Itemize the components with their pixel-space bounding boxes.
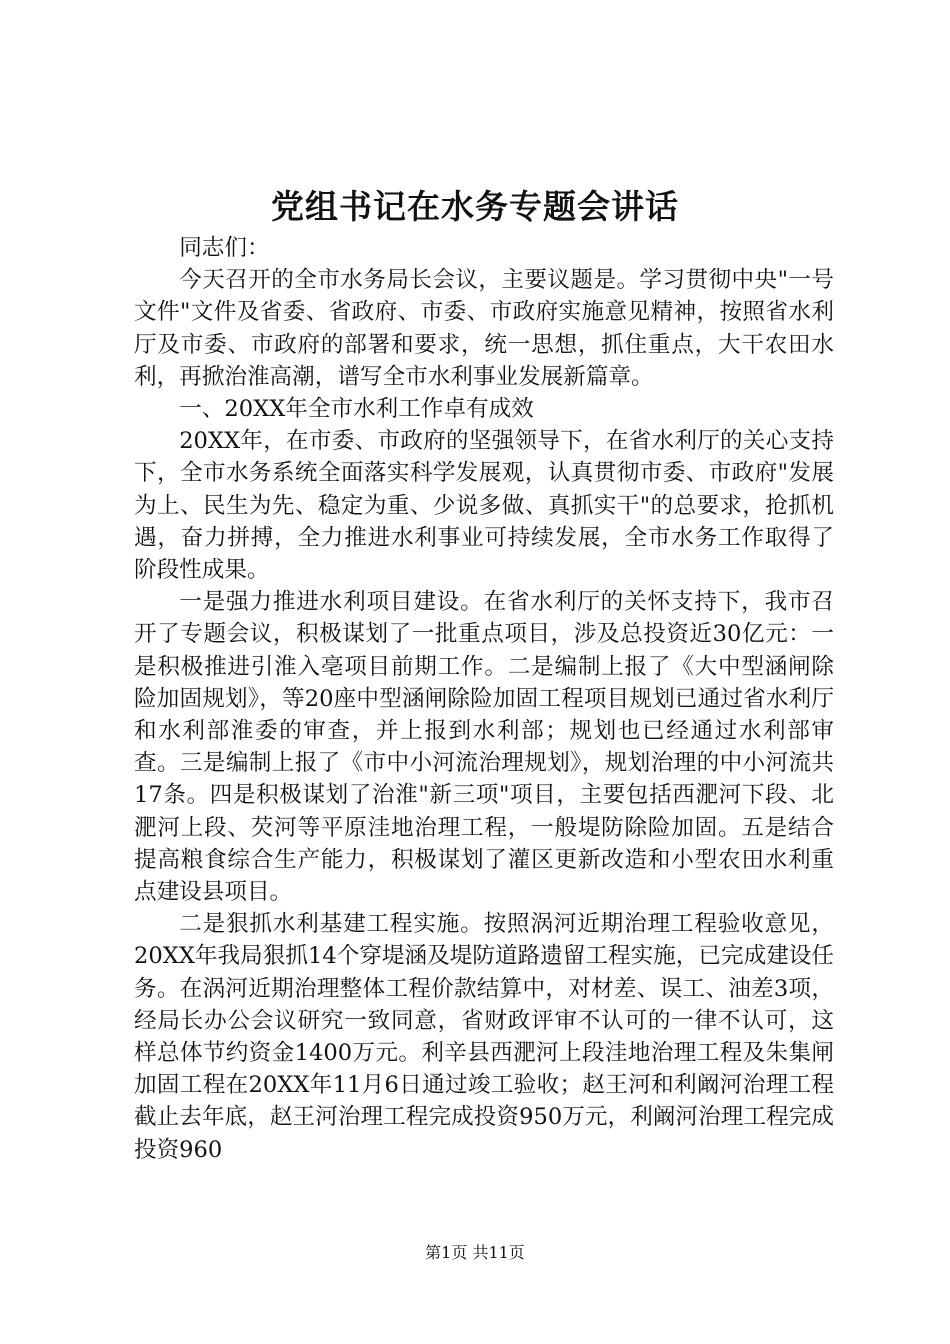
construction-paragraph: 二是狠抓水利基建工程实施。按照涡河近期治理工程验收意见，20XX年我局狠抓14个穿堤涵及堤防道路遗留工程实施，已完成建设任务。在涡河近期治理整体工程价款结算中，对材差、误工、油差3项，经局长办公会议研究一致同意，省财政评审不认可的一律不认可，这样总体节约资金1400万元。利辛县西淝河上段洼地治理工程及朱集闸加固工程在20XX年11月6日通过竣工验收；赵王河和利阚河治理工程截止去年底，赵王河治理工程完成投资950万元，利阚河治理工程完成投资960 (134, 911, 834, 1163)
section-heading: 一、20XX年全市水利工作卓有成效 (179, 396, 534, 423)
overview-paragraph: 20XX年，在市委、市政府的坚强领导下，在省水利厅的关心支持下，全市水务系统全面落实科学发展观，认真贯彻市委、市政府"发展为上、民生为先、稳定为重、少说多做、真抓实干"的总要求，抢抓机遇，奋力拼搏，全力推进水利事业可持续发展，全市水务工作取得了阶段性成果。 (134, 428, 834, 584)
document-body (134, 232, 834, 1166)
page-number: 第1页 共11页 (425, 1243, 525, 1262)
salutation-paragraph: 同志们： (179, 235, 270, 261)
intro-paragraph: 今天召开的全市水务局长会议，主要议题是。学习贯彻中央"一号文件"文件及省委、省政府、市委、市政府实施意见精神，按照省水利厅及市委、市政府的部署和要求，统一思想，抓住重点，大干农田水利，再掀治淮高潮，谱写全市水利事业发展新篇章。 (134, 267, 834, 390)
project-paragraph: 一是强力推进水利项目建设。在省水利厅的关怀支持下，我市召开了专题会议，积极谋划了一批重点项目，涉及总投资近30亿元：一是积极推进引淮入亳项目前期工作。二是编制上报了《大中型涵闸除险加固规划》，等20座中型涵闸除险加固工程项目规划已通过省水利厅和水利部淮委的审查，并上报到水利部；规划也已经通过水利部审查。三是编制上报了《市中小河流治理规划》，规划治理的中小河流共17条。四是积极谋划了治淮"新三项"项目，主要包括西淝河下段、北淝河上段、芡河等平原洼地治理工程，一般堤防除险加固。五是结合提高粮食综合生产能力，积极谋划了灌区更新改造和小型农田水利重点建设县项目。 (134, 589, 834, 906)
document-title: 党组书记在水务专题会讲话 (271, 187, 679, 226)
